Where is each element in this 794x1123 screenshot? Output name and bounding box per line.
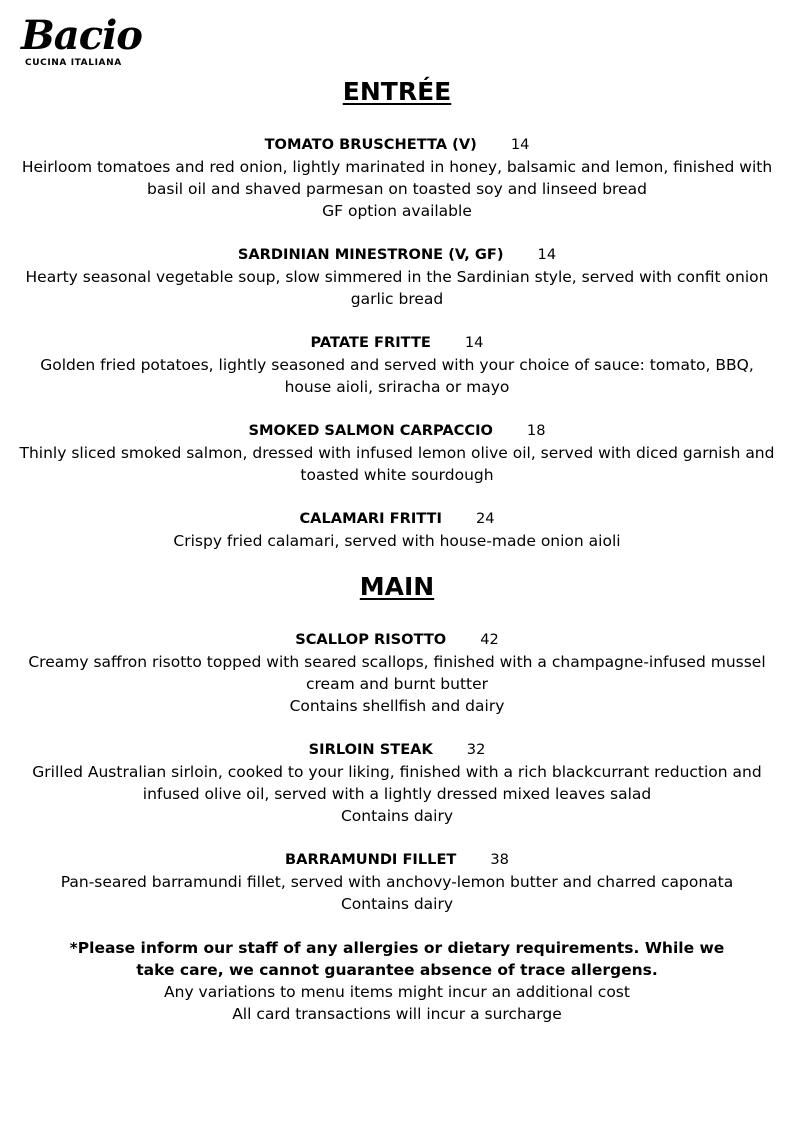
menu-item-name: SCALLOP RISOTTO <box>295 631 447 648</box>
menu-item-description: Thinly sliced smoked salmon, dressed with infused lemon olive oil, served with diced garnish and toasted white sourdough <box>19 444 775 484</box>
menu-item <box>0 244 794 310</box>
menu-item <box>0 332 794 398</box>
menu-item-note: Contains dairy <box>340 895 454 913</box>
section-title-main: MAIN <box>359 572 435 601</box>
menu-item-header <box>0 134 794 156</box>
menu-item <box>0 849 794 915</box>
logo-tagline: CUCINA ITALIANA <box>25 58 122 68</box>
menu-item-name: SARDINIAN MINESTRONE (V, GF) <box>237 246 504 263</box>
menu-item-description: Grilled Australian sirloin, cooked to your liking, finished with a rich blackcurrant reduction and infused olive oil, served with a lightly dressed mixed leaves salad <box>32 763 762 803</box>
menu-item <box>0 420 794 486</box>
menu-item-price: 14 <box>510 136 530 153</box>
menu-item-header <box>0 849 794 871</box>
footer-notice <box>0 937 794 1025</box>
logo-wordmark: Bacio <box>21 12 142 59</box>
restaurant-logo <box>21 12 142 74</box>
menu-item-description: Crispy fried calamari, served with house-made onion aioli <box>173 532 621 550</box>
menu-item-header <box>0 332 794 354</box>
menu-item-header <box>0 508 794 530</box>
menu-item-description: Creamy saffron risotto topped with seared scallops, finished with a champagne-infused mussel cream and burnt butter <box>28 653 766 693</box>
menu-item-name: SIRLOIN STEAK <box>308 741 433 758</box>
menu-item <box>0 629 794 717</box>
menu-item-price: 38 <box>490 851 509 868</box>
menu-item-note: Contains dairy <box>340 807 454 825</box>
menu-item-price: 14 <box>464 334 484 351</box>
menu-item-price: 18 <box>526 422 546 439</box>
menu-item-header <box>0 420 794 442</box>
menu-item-name: CALAMARI FRITTI <box>299 510 442 527</box>
menu-item-note: Contains shellfish and dairy <box>289 697 505 715</box>
menu-item <box>0 134 794 222</box>
section-title-entree: ENTRÉE <box>342 77 452 106</box>
menu-item-description: Golden fried potatoes, lightly seasoned and served with your choice of sauce: tomato, BBQ, house aioli, sriracha or mayo <box>40 356 754 396</box>
menu-item-price: 32 <box>466 741 486 758</box>
menu-item-name: BARRAMUNDI FILLET <box>285 851 457 868</box>
menu-item-header <box>0 629 794 651</box>
menu-item <box>0 508 794 552</box>
menu-item-description: Pan-seared barramundi fillet, served with anchovy-lemon butter and charred caponata <box>60 873 734 891</box>
menu-item-description: Hearty seasonal vegetable soup, slow simmered in the Sardinian style, served with confit onion garlic bread <box>25 268 769 308</box>
menu-item-header <box>0 739 794 761</box>
menu-item-price: 42 <box>480 631 499 648</box>
menu-item-name: SMOKED SALMON CARPACCIO <box>248 422 493 439</box>
menu-item-note: GF option available <box>322 202 472 220</box>
menu-item <box>0 739 794 827</box>
menu-item-header <box>0 244 794 266</box>
menu-item-price: 24 <box>475 510 495 527</box>
variations-notice: Any variations to menu items might incur an additional cost <box>164 983 630 1001</box>
menu-item-name: PATATE FRITTE <box>310 334 431 351</box>
menu <box>0 73 794 1025</box>
menu-item-description: Heirloom tomatoes and red onion, lightly marinated in honey, balsamic and lemon, finished with basil oil and shaved parmesan on toasted soy and linseed bread <box>21 158 773 198</box>
allergy-notice: *Please inform our staff of any allergies or dietary requirements. While we take care, we cannot guarantee absence of trace allergens. <box>69 939 725 979</box>
menu-item-name: TOMATO BRUSCHETTA (V) <box>264 136 477 153</box>
surcharge-notice: All card transactions will incur a surcharge <box>232 1005 562 1023</box>
menu-item-price: 14 <box>537 246 557 263</box>
